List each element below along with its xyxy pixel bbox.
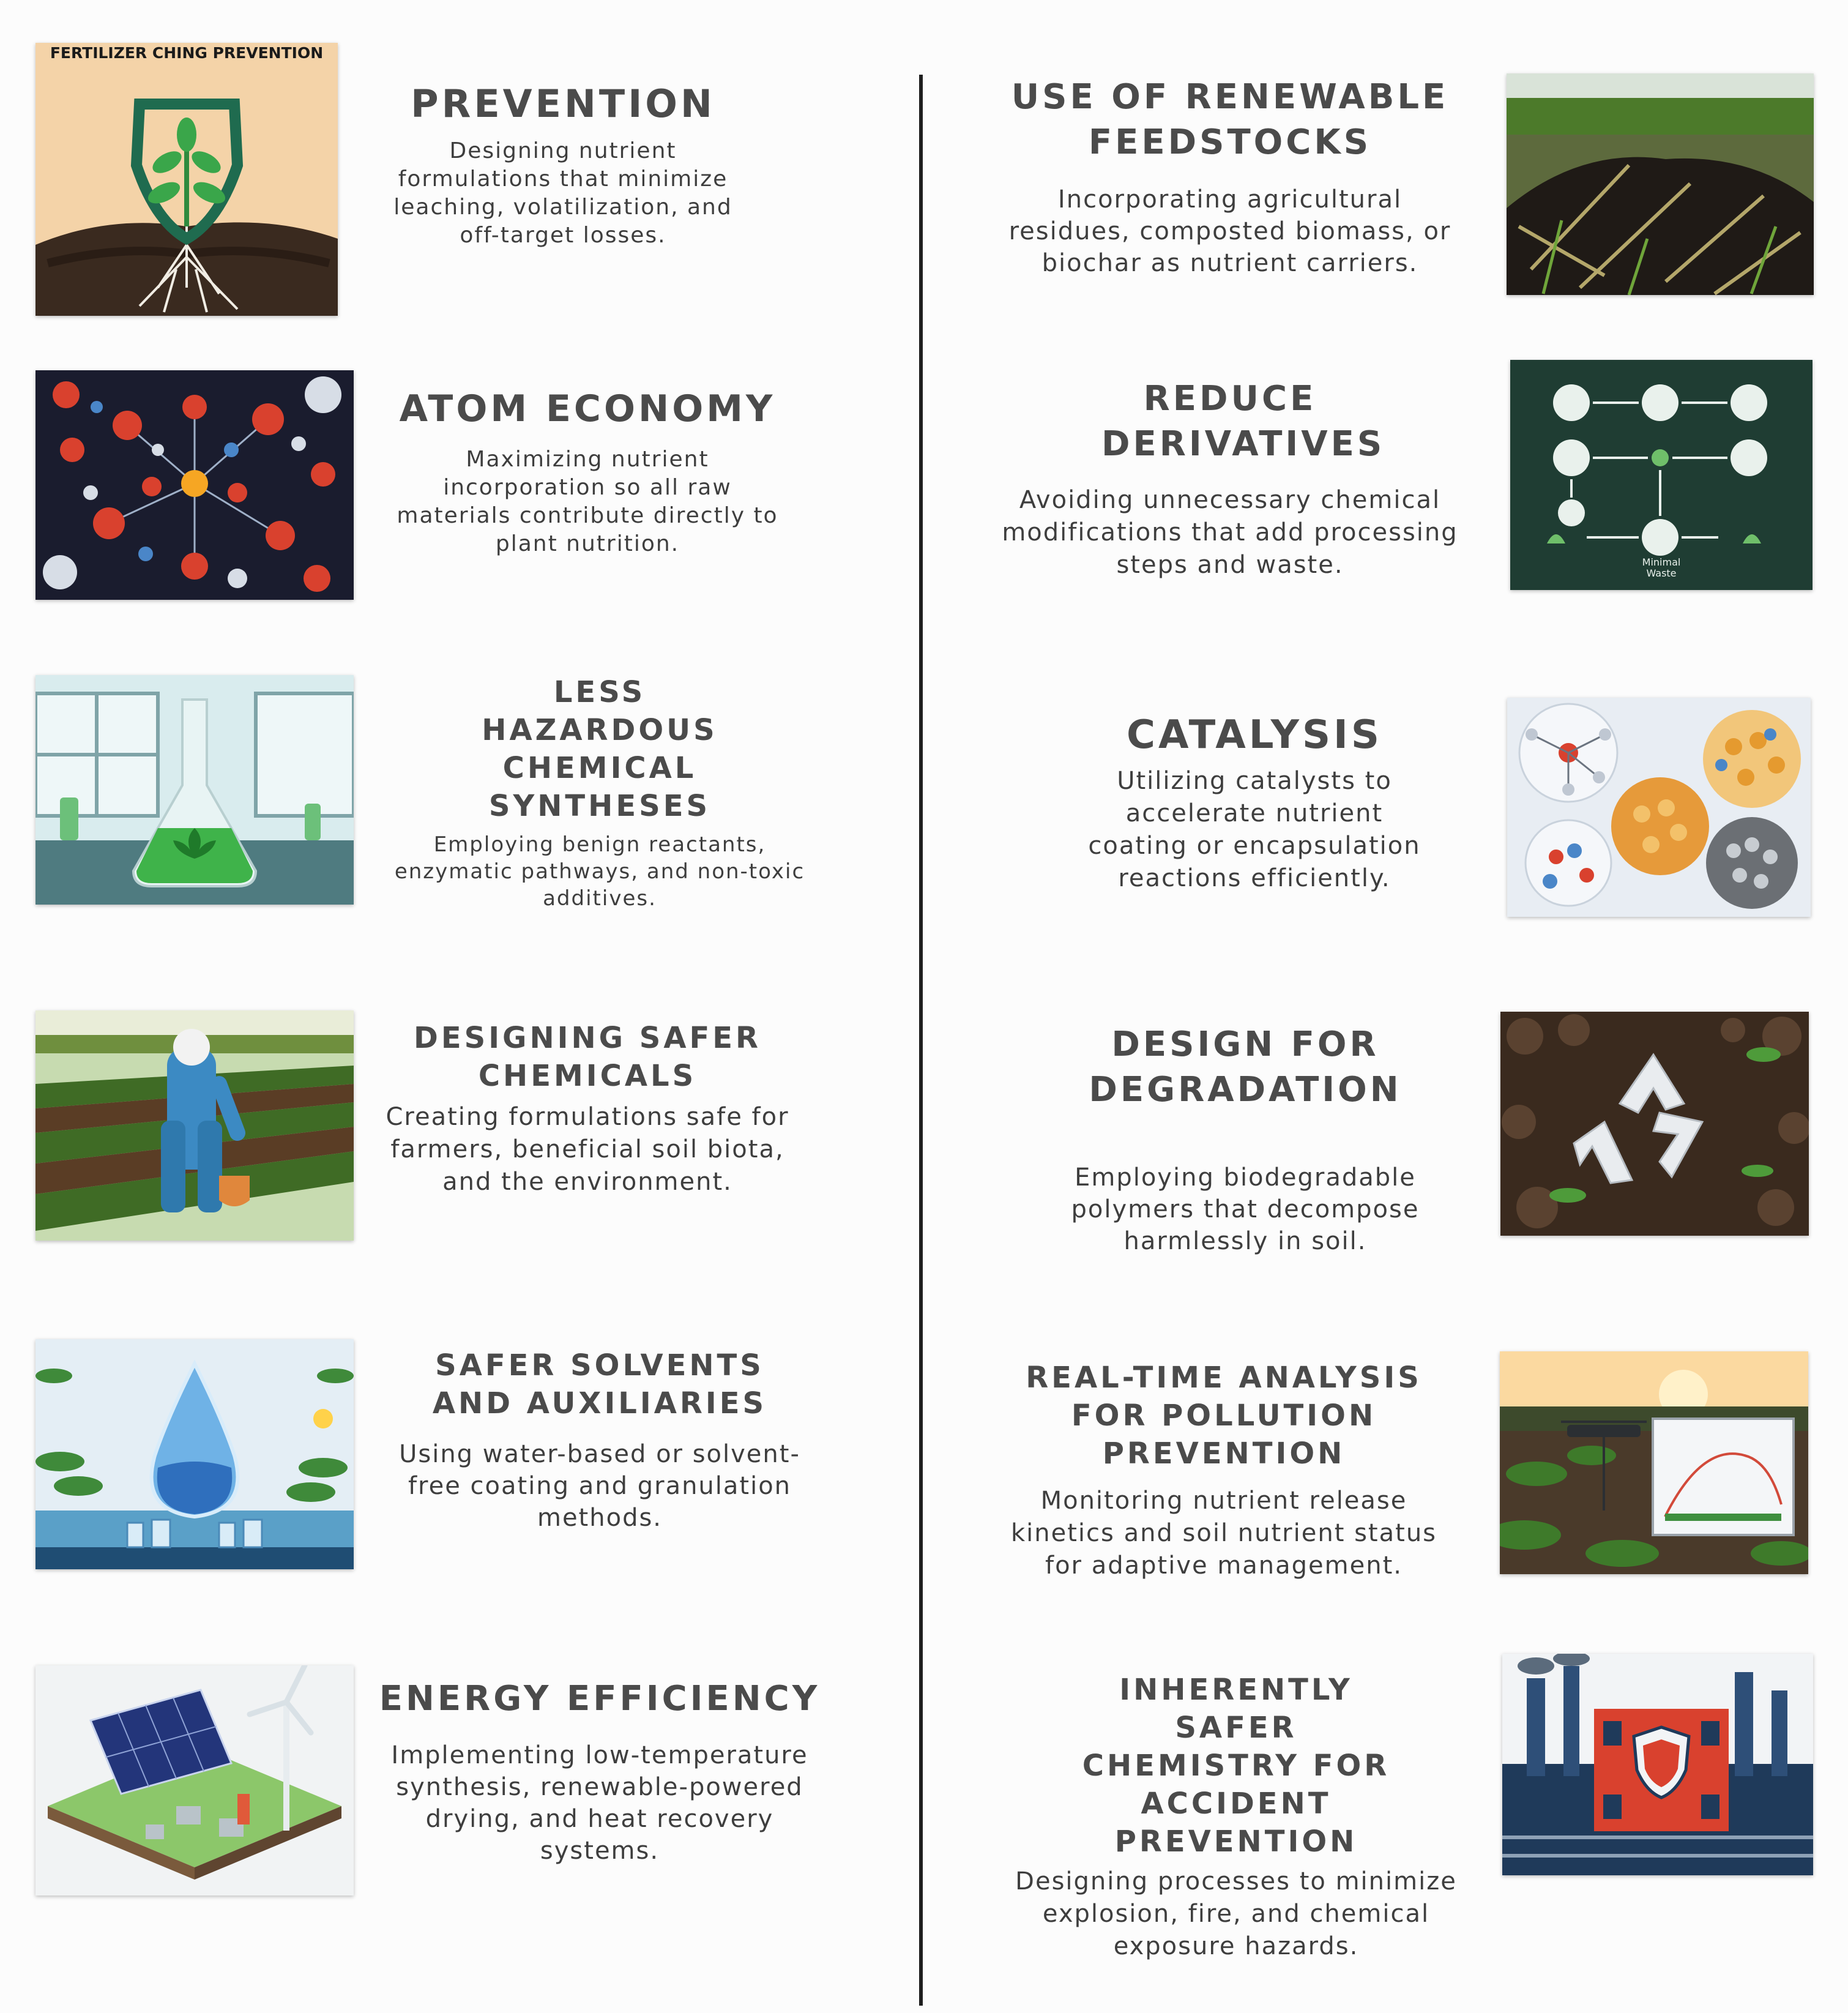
industrial-plant-illustration: [1502, 1654, 1813, 1875]
crop-residue-illustration: [1507, 73, 1814, 295]
principle-title: LESS HAZARDOUS CHEMICAL SYNTHESES: [482, 675, 718, 823]
principle-description: Maximizing nutrient incorporation so all raw materials contribute directly to plant nutrition.: [397, 447, 778, 556]
principle-title: INHERENTLY SAFER CHEMISTRY FOR ACCIDENT PREVENTION: [1082, 1673, 1390, 1859]
principle-atom-economy: [367, 386, 808, 558]
principle-energy-efficiency: [373, 1677, 826, 1867]
principle-title: PREVENTION: [411, 81, 715, 126]
drone-monitoring-illustration: [1500, 1351, 1808, 1574]
principle-inherently-safer-chemistry: [991, 1671, 1481, 1963]
center-divider: [919, 75, 923, 2006]
process-flow-diagram-illustration: [1510, 360, 1813, 590]
catalyst-molecules-illustration: [1507, 698, 1811, 917]
farmer-field-illustration: [35, 1010, 354, 1241]
water-droplet-illustration: [35, 1339, 354, 1569]
principle-description: Employing benign reactants, enzymatic pathways, and non-toxic additives.: [394, 832, 805, 911]
process-flow-caption: Minimal Waste: [1642, 556, 1681, 579]
principle-description: Creating formulations safe for farmers, beneficial soil biota, and the environment.: [386, 1103, 789, 1196]
atom-economy-illustration: [35, 370, 354, 600]
principle-description: Incorporating agricultural residues, composted biomass, or biochar as nutrient carriers.: [1008, 185, 1451, 277]
principle-description: Using water-based or solvent-free coating and granulation methods.: [399, 1440, 800, 1532]
principle-title: SAFER SOLVENTS AND AUXILIARIES: [432, 1348, 767, 1421]
principle-title: DESIGNING SAFER CHEMICALS: [413, 1021, 762, 1093]
biodegradable-recycle-illustration: [1500, 1012, 1809, 1236]
principle-catalysis: [1028, 710, 1481, 895]
principle-reduce-derivatives: [985, 376, 1475, 581]
prevention-image-caption: FERTILIZER CHING PREVENTION: [50, 44, 324, 62]
principle-title: DESIGN FOR DEGRADATION: [1089, 1025, 1402, 1110]
principle-description: Avoiding unnecessary chemical modifications that add processing steps and waste.: [1002, 486, 1458, 579]
principle-prevention: [367, 80, 759, 250]
renewable-energy-illustration: [35, 1665, 354, 1895]
principle-description: Monitoring nutrient release kinetics and soil nutrient status for adaptive management.: [1010, 1487, 1437, 1580]
principle-designing-safer-chemicals: [373, 1019, 802, 1198]
principle-title: REAL-TIME ANALYSIS FOR POLLUTION PREVENTION: [1026, 1361, 1422, 1471]
prevention-illustration: [35, 43, 338, 316]
principle-description: Employing biodegradable polymers that decompose harmlessly in soil.: [1071, 1163, 1420, 1255]
principle-real-time-analysis: [997, 1359, 1450, 1582]
principle-title: CATALYSIS: [1127, 712, 1382, 758]
principle-description: Designing nutrient formulations that minimize leaching, volatilization, and off-target losses.: [393, 138, 732, 248]
principle-description: Implementing low-temperature synthesis, renewable-powered drying, and heat recovery systems.: [391, 1741, 808, 1865]
principle-title: ENERGY EFFICIENCY: [379, 1679, 821, 1719]
principle-title: ATOM ECONOMY: [399, 387, 776, 430]
principle-title: REDUCE DERIVATIVES: [1101, 379, 1385, 464]
principle-description: Designing processes to minimize explosion, fire, and chemical exposure hazards.: [1015, 1867, 1457, 1960]
principle-safer-solvents: [379, 1346, 820, 1534]
principle-description: Utilizing catalysts to accelerate nutrient coating or encapsulation reactions efficiently.: [1088, 767, 1421, 892]
lab-flask-illustration: [35, 675, 354, 905]
principle-title: USE OF RENEWABLE FEEDSTOCKS: [1011, 77, 1449, 162]
principle-renewable-feedstocks: [979, 75, 1481, 279]
principle-design-for-degradation: [1004, 1022, 1487, 1257]
principle-less-hazardous-syntheses: [379, 673, 820, 912]
